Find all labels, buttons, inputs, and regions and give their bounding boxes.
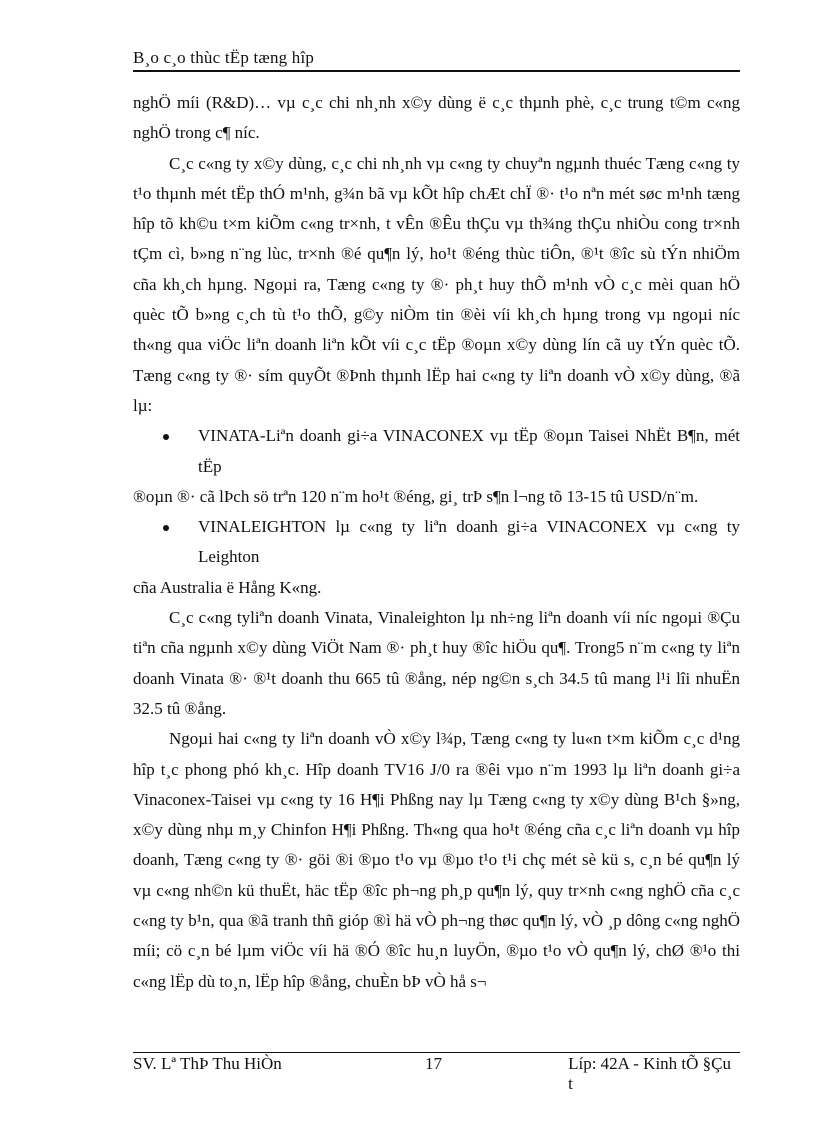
footer-divider — [133, 1052, 740, 1053]
header-divider — [133, 70, 740, 72]
bullet-continuation: ®oµn ®· cã lÞch sö trªn 120 n¨m ho¹t ®éng, gi¸ trÞ s¶n l¬ng tõ 13-15 tû USD/n¨m. — [133, 486, 699, 506]
bullet-item-vinaleighton — [133, 512, 740, 573]
body-paragraph: nghÖ míi (R&D)… vµ c¸c chi nh¸nh x©y dùng ë c¸c thµnh phè, c¸c trung t©m c«ng nghÖ trong c¶ níc. — [133, 93, 740, 143]
page-number: 17 — [425, 1054, 442, 1073]
bullet-item-vinata — [133, 421, 740, 482]
footer-author: SV. Lª ThÞ Thu HiÒn — [133, 1054, 282, 1073]
body-paragraph: Ngoµi hai c«ng ty liªn doanh vÒ x©y l¾p, Tæng c«ng ty lu«n t×m kiÕm c¸c d¹ng hîp t¸c phong phó kh¸c. Hîp doanh TV16 J/0 ra ®êi vµo n¨m 1993 lµ liªn doanh gi÷a Vinaconex-Taisei vµ c«ng ty 16 H¶i Phßng nay lµ Tæng c«ng ty x©y dùng B¹ch §»ng, x©y dùng nhµ m¸y Chinfon H¶i Phßng. Th«ng qua ho¹t ®éng cña c¸c liªn doanh vµ hîp doanh, Tæng c«ng ty ®· göi ®i ®µo t¹o vµ ®µo t¹o t¹i chç mét sè kü s, c¸n bé qu¶n lý vµ c«ng nh©n kü thuËt, häc tËp ®îc ph¬ng ph¸p qu¶n lý, quy tr×nh c«ng nghÖ cña c¸c c«ng ty b¹n, qua ®ã tranh thñ gióp ®ì hä vÒ ph¬ng thøc qu¶n lý, vÒ ¸p dông c«ng nghÖ míi; cö c¸n bé lµm viÖc víi hä ®Ó ®îc hu¸n luyÖn, ®µo t¹o vÒ qu¶n lý, chØ ®¹o thi c«ng lËp dù to¸n, lËp hîp ®ång, chuÈn bÞ vÒ hå s¬ — [133, 729, 740, 991]
document-body — [133, 88, 740, 997]
page-header-title: B¸o c¸o thùc tËp tæng hîp — [133, 48, 315, 67]
bullet-text: VINATA-Liªn doanh gi÷a VINACONEX vµ tËp ®oµn Taisei NhËt B¶n, mét tËp — [198, 426, 740, 476]
bullet-icon — [163, 525, 169, 531]
footer-class-info: Líp: 42A - Kinh tÕ §Çu t — [568, 1054, 732, 1093]
bullet-icon — [163, 434, 169, 440]
body-paragraph: C¸c c«ng ty x©y dùng, c¸c chi nh¸nh vµ c«ng ty chuyªn ngµnh thuéc Tæng c«ng ty t¹o thµnh mét tËp thÓ m¹nh, g¾n bã vµ kÕt hîp chÆt chÏ ®· t¹o nªn mét søc m¹nh tæng hîp tõ kh©u t×m kiÕm c«ng tr×nh, t vÊn ®Êu thÇu vµ th¾ng thÇu nhiÒu cong tr×nh tÇm cì, b»ng n¨ng lùc, tr×nh ®é qu¶n lý, ho¹t ®éng thùc tiÔn, ®¹t ®îc sù tÝn nhiÖm cña kh¸ch hµng. Ngoµi ra, Tæng c«ng ty ®· ph¸t huy thÕ m¹nh vÒ c¸c mèi quan hÖ quèc tÕ b»ng c¸ch tù t¹o thÕ, g©y niÒm tin ®èi víi kh¸ch hµng trong vµ ngoµi níc th«ng qua viÖc liªn doanh liªn kÕt víi c¸c tËp ®oµn x©y dùng lín cã uy tÝn quèc tÕ. Tæng c«ng ty ®· sím quyÕt ®Þnh thµnh lËp hai c«ng ty liªn doanh vÒ x©y dùng, ®ã lµ: — [133, 153, 740, 415]
page-footer — [133, 1054, 740, 1093]
bullet-continuation: cña Australia ë Hång K«ng. — [133, 577, 322, 597]
bullet-text: VINALEIGHTON lµ c«ng ty liªn doanh gi÷a VINACONEX vµ c«ng ty Leighton — [198, 517, 740, 567]
body-paragraph: C¸c c«ng tyliªn doanh Vinata, Vinaleighton lµ nh÷ng liªn doanh víi níc ngoµi ®Çu tiªn cña ngµnh x©y dùng ViÖt Nam ®· ph¸t huy ®îc hiÖu qu¶. Trong5 n¨m c«ng ty liªn doanh Vinata ®· ®¹t doanh thu 665 tû ®ång, nép ng©n s¸ch 34.5 tû mang l¹i lîi nhuËn 32.5 tû ®ång. — [133, 608, 740, 718]
